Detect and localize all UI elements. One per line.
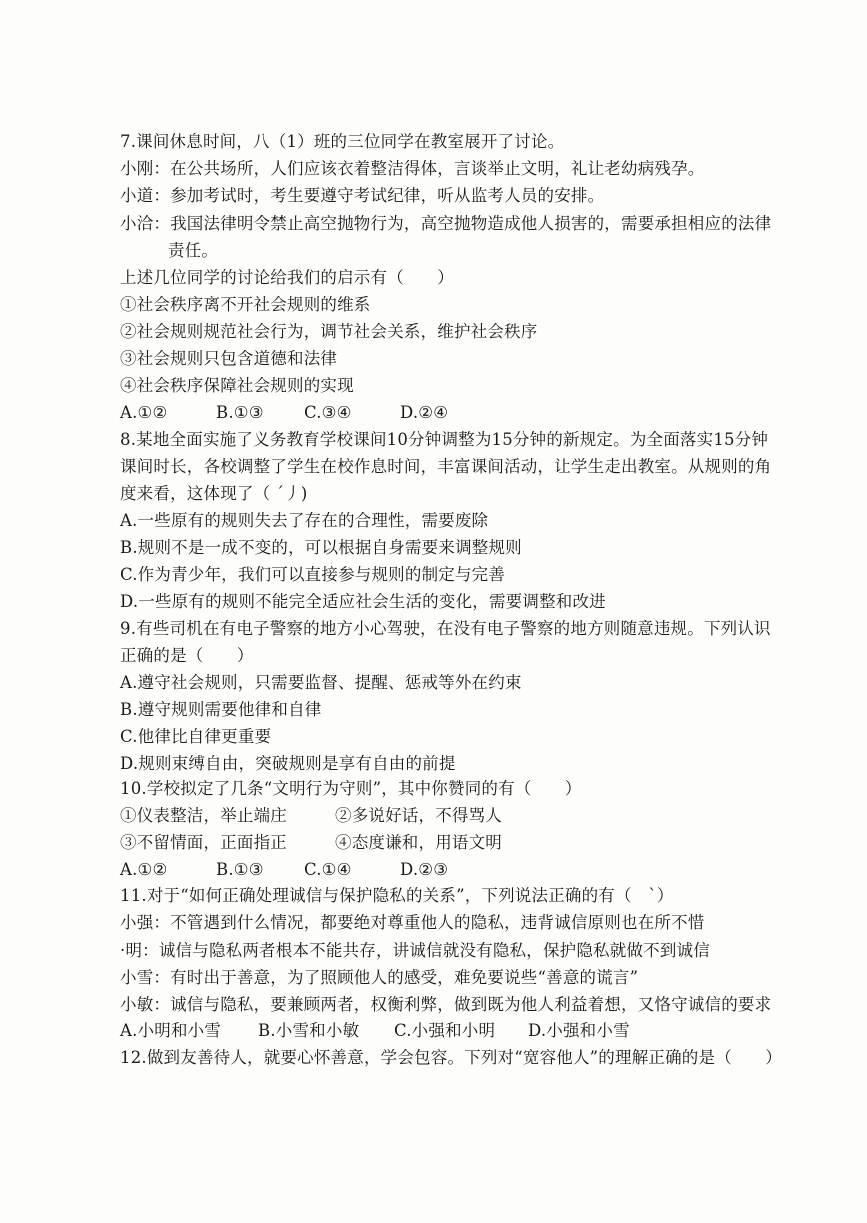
q7-item-2: ②社会规则规范社会行为，调节社会关系，维护社会秩序 — [120, 322, 538, 341]
q10-item-4: ④态度谦和，用语文明 — [335, 833, 502, 852]
q7-prompt: 上述几位同学的讨论给我们的启示有（ ） — [120, 268, 454, 287]
q10-items-row2 — [120, 832, 502, 854]
q8-stem-line3: 度来看，这体现了（ ˊ丿) — [120, 484, 308, 503]
q9-stem-line2: 正确的是（ ） — [120, 646, 254, 665]
q9-option-a: A.遵守社会规则，只需要监督、提醒、惩戒等外在约束 — [120, 673, 522, 692]
q8-stem-line1: 8.某地全面实施了义务教育学校课间10分钟调整为15分钟的新规定。为全面落实15分钟 — [120, 430, 769, 449]
q7-option-a: A.①② — [120, 403, 168, 422]
q10-option-d: D.②③ — [400, 860, 449, 879]
q7-item-3: ③社会规则只包含道德和法律 — [120, 349, 338, 368]
q9-option-d: D.规则束缚自由，突破规则是享有自由的前提 — [120, 754, 456, 773]
q8-option-a: A.一些原有的规则失去了存在的合理性，需要废除 — [120, 511, 489, 530]
q7-statement-xiaoqia: 小洽：我国法律明令禁止高空抛物行为，高空抛物造成他人损害的，需要承担相应的法律 — [120, 214, 772, 233]
q10-item-3: ③不留情面，正面指正 — [120, 833, 287, 852]
q11-statement-xiaoming: ·明：诚信与隐私两者根本不能共存，讲诚信就没有隐私，保护隐私就做不到诚信 — [120, 941, 710, 960]
q7-statement-xiaodao: 小道：参加考试时，考生要遵守考试纪律，听从监考人员的安排。 — [120, 186, 605, 205]
q9-stem-line1: 9.有些司机在有电子警察的地方小心驾驶，在没有电子警察的地方则随意违规。下列认识 — [120, 619, 771, 638]
q7-stem: 7.课间休息时间，八（1）班的三位同学在教室展开了讨论。 — [120, 132, 565, 151]
q11-option-a: A.小明和小雪 — [120, 1021, 222, 1040]
q8-option-b: B.规则不是一成不变的，可以根据自身需要来调整规则 — [120, 538, 522, 557]
q11-statement-xiaomin: 小敏：诚信与隐私，要兼顾两者，权衡利弊，做到既为他人利益着想，又恪守诚信的要求 — [120, 995, 772, 1014]
q7-item-1: ①社会秩序离不开社会规则的维系 — [120, 295, 371, 314]
q7-item-4: ④社会秩序保障社会规则的实现 — [120, 376, 354, 395]
q12-stem: 12.做到友善待人，就要心怀善意，学会包容。下列对“宽容他人”的理解正确的是（ ） — [120, 1048, 783, 1067]
q11-statement-xiaoxue: 小雪：有时出于善意，为了照顾他人的感受，难免要说些“善意的谎言” — [120, 968, 639, 987]
q11-option-c: C.小强和小明 — [394, 1021, 496, 1040]
q7-option-b: B.①③ — [216, 403, 264, 422]
q10-item-1: ①仪表整洁，举止端庄 — [120, 806, 287, 825]
q10-items-row1 — [120, 805, 502, 827]
q8-stem-line2: 课间时长，各校调整了学生在校作息时间，丰富课间活动，让学生走出教室。从规则的角 — [120, 457, 772, 476]
q7-statement-xiaoqia-cont: 责任。 — [168, 241, 219, 260]
q10-option-a: A.①② — [120, 860, 168, 879]
q10-option-b: B.①③ — [216, 860, 264, 879]
q7-option-d: D.②④ — [400, 403, 449, 422]
q7-option-c: C.③④ — [304, 403, 352, 422]
q11-option-d: D.小强和小雪 — [528, 1021, 630, 1040]
q11-option-b: B.小雪和小敏 — [258, 1021, 360, 1040]
q10-options — [120, 859, 448, 881]
q10-option-c: C.①④ — [304, 860, 352, 879]
q7-options — [120, 402, 448, 424]
q8-option-c: C.作为青少年，我们可以直接参与规则的制定与完善 — [120, 565, 506, 584]
q7-statement-xiaogang: 小刚：在公共场所，人们应该衣着整洁得体，言谈举止文明，礼让老幼病残孕。 — [120, 159, 705, 178]
q11-options — [120, 1020, 630, 1042]
q9-option-b: B.遵守规则需要他律和自律 — [120, 700, 322, 719]
q10-stem: 10.学校拟定了几条“文明行为守则”，其中你赞同的有（ ） — [120, 779, 582, 798]
q8-option-d: D.一些原有的规则不能完全适应社会生活的变化，需要调整和改进 — [120, 592, 606, 611]
q11-statement-xiaoqiang: 小强：不管遇到什么情况，都要绝对尊重他人的隐私，违背诚信原则也在所不惜 — [120, 913, 705, 932]
q9-option-c: C.他律比自律更重要 — [120, 727, 272, 746]
q10-item-2: ②多说好话，不得骂人 — [335, 806, 502, 825]
q11-stem: 11.对于“如何正确处理诚信与保护隐私的关系”，下列说法正确的有（ ˋ） — [120, 886, 674, 905]
